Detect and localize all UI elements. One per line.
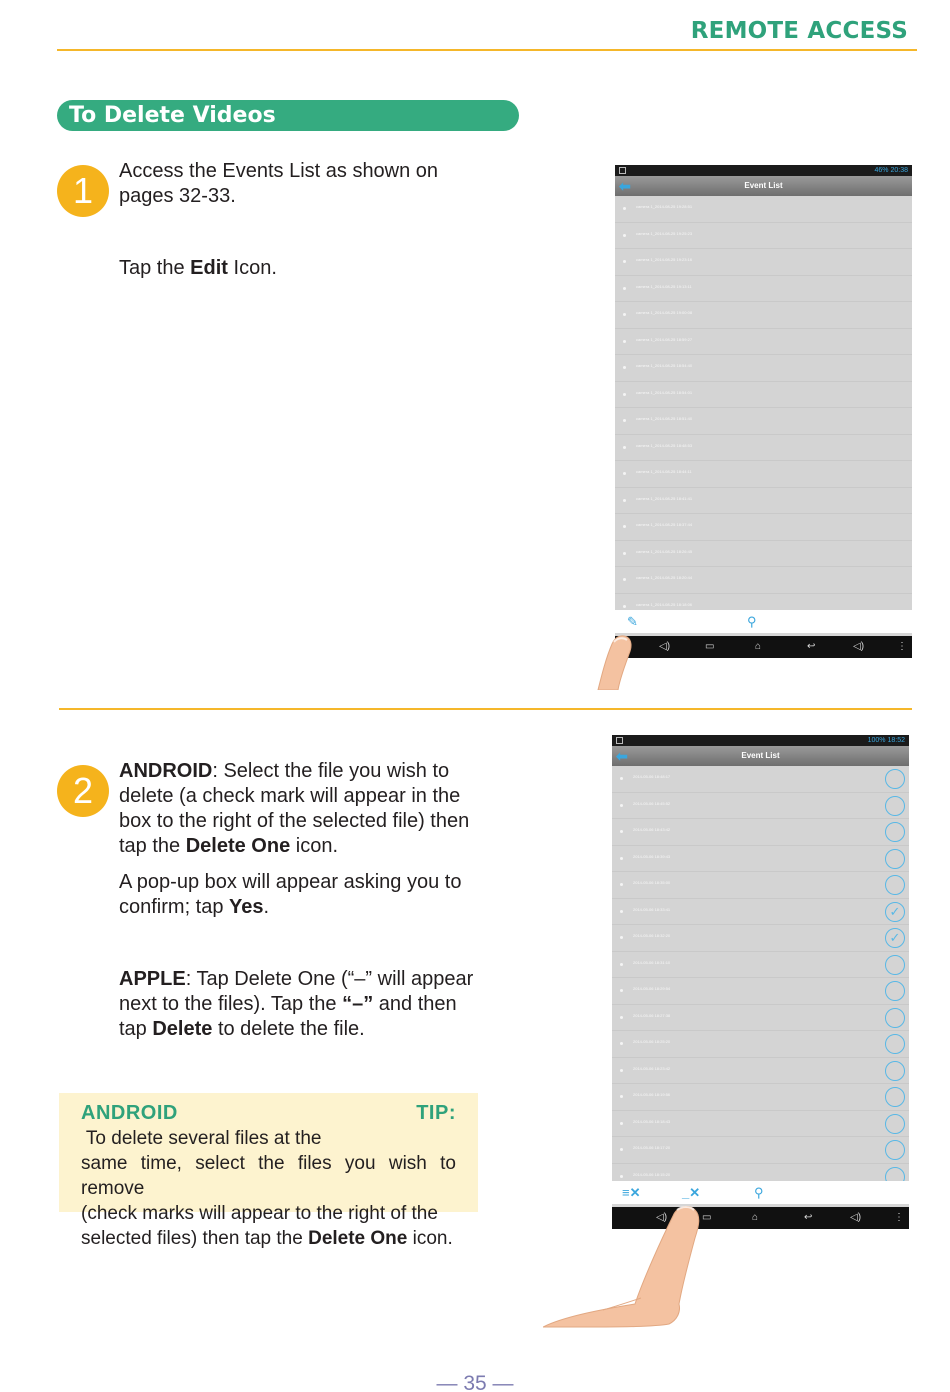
event-row[interactable]: [615, 514, 912, 541]
step-1-text: [119, 159, 479, 209]
volume-up-icon[interactable]: ◁): [850, 1212, 862, 1223]
event-label: 2014-05-06 18:33:41: [633, 906, 671, 912]
event-label: camera 1_2014-08-25 18:20:44: [636, 575, 693, 580]
apple-label: APPLE: [119, 968, 186, 990]
event-list: [615, 196, 912, 620]
status-bar: 100% 18:52: [612, 735, 909, 746]
event-row[interactable]: [615, 408, 912, 435]
event-label: 2014-05-06 18:39:43: [633, 853, 671, 859]
title-bar: [612, 746, 909, 766]
event-label: camera 1_2014-08-25 19:00:08: [636, 310, 693, 315]
event-row[interactable]: [612, 1005, 909, 1032]
bullet-icon: [620, 777, 623, 780]
event-row[interactable]: [612, 952, 909, 979]
event-row[interactable]: [615, 302, 912, 329]
bullet-icon: [620, 1175, 623, 1178]
bullet-icon: [623, 340, 626, 343]
event-row[interactable]: [615, 249, 912, 276]
bullet-icon: [623, 446, 626, 449]
bullet-icon: [620, 1042, 623, 1045]
checkbox-icon[interactable]: [885, 1114, 905, 1134]
event-label: 2014-05-06 18:17:20: [633, 1145, 671, 1150]
step-1-line-2: pages 32-33.: [119, 185, 236, 207]
bullet-icon: [623, 287, 626, 290]
event-row[interactable]: [615, 329, 912, 356]
android-label: ANDROID: [119, 760, 213, 782]
checkbox-icon[interactable]: [885, 769, 905, 789]
event-list: [612, 766, 909, 1190]
bullet-icon: [620, 1069, 623, 1072]
event-list-screenshot-1: [615, 165, 912, 658]
event-label: 2014-05-06 18:48:17: [633, 774, 671, 779]
event-row[interactable]: [612, 899, 909, 926]
event-label: 2014-05-06 18:23:42: [633, 1065, 671, 1071]
bullet-icon: [620, 1122, 623, 1125]
bullet-icon: [620, 936, 623, 939]
bullet-icon: [623, 578, 626, 581]
event-row[interactable]: [615, 196, 912, 223]
checkbox-icon[interactable]: [885, 822, 905, 842]
checkbox-icon[interactable]: [885, 981, 905, 1001]
event-row[interactable]: [612, 1111, 909, 1138]
event-row[interactable]: [612, 1031, 909, 1058]
event-row[interactable]: [615, 355, 912, 382]
event-label: camera 1_2014-08-25 18:54:01: [636, 389, 693, 395]
event-label: camera 1_2014-08-25 18:51:40: [636, 416, 693, 421]
checkbox-icon[interactable]: [885, 955, 905, 975]
event-row[interactable]: [615, 488, 912, 515]
event-row[interactable]: [612, 1058, 909, 1085]
screen-title: Event List: [741, 751, 780, 760]
bullet-icon: [623, 366, 626, 369]
step-1-line-1: Access the Events List as shown on: [119, 160, 439, 182]
checkbox-icon[interactable]: [885, 1140, 905, 1160]
event-row[interactable]: [612, 978, 909, 1005]
screen-title: Event List: [744, 181, 783, 190]
event-row[interactable]: [612, 925, 909, 952]
search-icon[interactable]: ⚲: [747, 614, 757, 629]
bullet-icon: [623, 207, 626, 210]
bullet-icon: [620, 989, 623, 992]
android-tip-box: ANDROID TIP: To delete several files at the same time, select the files you wish to remove (check marks will appear to the right of the selected files) then tap the Delete One icon.: [59, 1093, 478, 1212]
bullet-icon: [623, 472, 626, 475]
pointing-finger-1: [594, 628, 640, 690]
event-row[interactable]: [615, 461, 912, 488]
bullet-icon: [620, 1148, 623, 1151]
checkbox-icon[interactable]: [885, 849, 905, 869]
back-arrow-icon[interactable]: ⬅: [616, 748, 628, 764]
recent-apps-icon[interactable]: ▭: [702, 1212, 712, 1223]
event-label: 2014-05-06 18:29:54: [633, 986, 671, 991]
event-label: camera 1_2014-08-25 19:25:23: [636, 230, 693, 236]
bullet-icon: [623, 525, 626, 528]
event-label: camera 1_2014-08-25 18:18:06: [636, 601, 693, 607]
event-row[interactable]: [615, 276, 912, 303]
home-icon[interactable]: ⌂: [752, 1212, 759, 1223]
event-label: camera 1_2014-08-25 19:28:51: [636, 204, 693, 209]
checked-checkbox-icon[interactable]: ✓: [885, 928, 905, 948]
android-nav-bar: [615, 636, 912, 658]
event-label: 2014-05-06 18:43:42: [633, 827, 671, 832]
pointing-hand-2: [543, 1200, 713, 1328]
event-row[interactable]: [612, 1137, 909, 1164]
bullet-icon: [623, 605, 626, 608]
event-label: camera 1_2014-08-25 18:54:40: [636, 363, 693, 368]
event-label: 2014-05-06 18:31:10: [633, 959, 671, 965]
bullet-icon: [620, 910, 623, 913]
step-2-popup-text: A pop-up box will appear asking you to confirm; tap Yes.: [119, 871, 462, 918]
event-row[interactable]: [612, 793, 909, 820]
volume-down-icon[interactable]: ◁): [659, 641, 671, 652]
bullet-icon: [623, 552, 626, 555]
event-row[interactable]: [615, 435, 912, 462]
bullet-icon: [620, 963, 623, 966]
event-label: camera 1_2014-08-25 18:44:11: [636, 469, 692, 474]
bullet-icon: [620, 883, 623, 886]
event-row[interactable]: [612, 872, 909, 899]
event-row[interactable]: [612, 819, 909, 846]
title-bar: [615, 176, 912, 196]
bullet-icon: [620, 804, 623, 807]
bullet-icon: [623, 393, 626, 396]
bullet-icon: [620, 1095, 623, 1098]
event-label: camera 1_2014-08-25 18:48:53: [636, 442, 693, 448]
checkbox-icon[interactable]: [885, 796, 905, 816]
event-label: camera 1_2014-08-25 18:37:44: [636, 522, 693, 527]
header-section-title: REMOTE ACCESS: [690, 18, 908, 44]
menu-icon[interactable]: ⋮: [894, 1212, 904, 1223]
tip-label: ANDROID TIP:: [81, 1102, 456, 1124]
event-label: 2014-05-06 18:19:56: [633, 1092, 671, 1097]
step-1-tap-instruction: Tap the Edit Icon.: [119, 257, 277, 279]
notification-icon: [619, 167, 626, 174]
nav-back-icon[interactable]: ↩: [807, 641, 816, 652]
home-icon[interactable]: ⌂: [755, 641, 762, 652]
event-row[interactable]: [612, 1084, 909, 1111]
bullet-icon: [620, 857, 623, 860]
step-2-apple-text: APPLE: Tap Delete One (“–” will appear next to the files). Tap the “–” and then tap Delete to delete the file.: [119, 968, 474, 1040]
bullet-icon: [623, 419, 626, 422]
checked-checkbox-icon[interactable]: ✓: [885, 902, 905, 922]
step-2-android-text: ANDROID: Select the file you wish to delete (a check mark will appear in the box to the right of the selected file) then tap the Delete One icon.: [119, 760, 470, 857]
event-label: 2014-05-06 18:45:52: [633, 800, 671, 806]
checkbox-icon[interactable]: [885, 1034, 905, 1054]
back-arrow-icon[interactable]: ⬅: [619, 178, 631, 194]
section-banner: To Delete Videos: [57, 100, 519, 131]
divider-rule: [59, 708, 912, 710]
bullet-icon: [623, 234, 626, 237]
bullet-icon: [623, 499, 626, 502]
volume-up-icon[interactable]: ◁): [853, 641, 865, 652]
event-row[interactable]: [615, 567, 912, 594]
event-label: 2014-05-06 18:18:43: [633, 1118, 671, 1124]
delete-one-icon[interactable]: _✕: [682, 1185, 701, 1200]
event-row[interactable]: [612, 766, 909, 793]
checkbox-icon[interactable]: [885, 1087, 905, 1107]
event-label: camera 1_2014-08-25 18:41:41: [636, 495, 693, 501]
step-1-badge: 1: [57, 165, 109, 217]
event-label: 2014-05-06 18:32:20: [633, 933, 671, 938]
event-label: 2014-05-06 18:15:20: [633, 1171, 671, 1177]
menu-icon[interactable]: ⋮: [897, 641, 907, 652]
step-2-badge: 2: [57, 765, 109, 817]
event-list-screenshot-2: [612, 735, 909, 1229]
event-row[interactable]: [612, 846, 909, 873]
checkbox-icon[interactable]: [885, 1061, 905, 1081]
notification-icon: [616, 737, 623, 744]
volume-down-icon[interactable]: ◁): [656, 1212, 668, 1223]
recent-apps-icon[interactable]: ▭: [705, 641, 715, 652]
page-number: — 35 —: [436, 1372, 514, 1392]
action-toolbar: [615, 610, 912, 633]
bullet-icon: [620, 1016, 623, 1019]
bullet-icon: [620, 830, 623, 833]
nav-back-icon[interactable]: ↩: [804, 1212, 813, 1223]
event-label: 2014-05-06 18:27:38: [633, 1012, 671, 1018]
event-label: camera 1_2014-08-25 19:23:16: [636, 257, 693, 262]
edit-icon[interactable]: ✎: [627, 614, 638, 629]
bullet-icon: [623, 260, 626, 263]
event-label: camera 1_2014-08-25 19:13:11: [636, 283, 692, 289]
event-row[interactable]: [615, 382, 912, 409]
checkbox-icon[interactable]: [885, 1008, 905, 1028]
event-label: 2014-05-06 18:25:20: [633, 1039, 671, 1044]
event-row[interactable]: [615, 541, 912, 568]
delete-all-icon[interactable]: ≡✕: [622, 1185, 641, 1200]
event-label: camera 1_2014-08-25 18:59:27: [636, 336, 693, 342]
header-rule: [57, 49, 917, 51]
status-bar: 46% 20:38: [615, 165, 912, 176]
checkbox-icon[interactable]: [885, 875, 905, 895]
event-label: camera 1_2014-08-25 18:26:45: [636, 548, 693, 554]
event-row[interactable]: [615, 223, 912, 250]
event-label: 2014-05-06 18:35:00: [633, 880, 671, 885]
bullet-icon: [623, 313, 626, 316]
search-icon[interactable]: ⚲: [754, 1185, 764, 1200]
